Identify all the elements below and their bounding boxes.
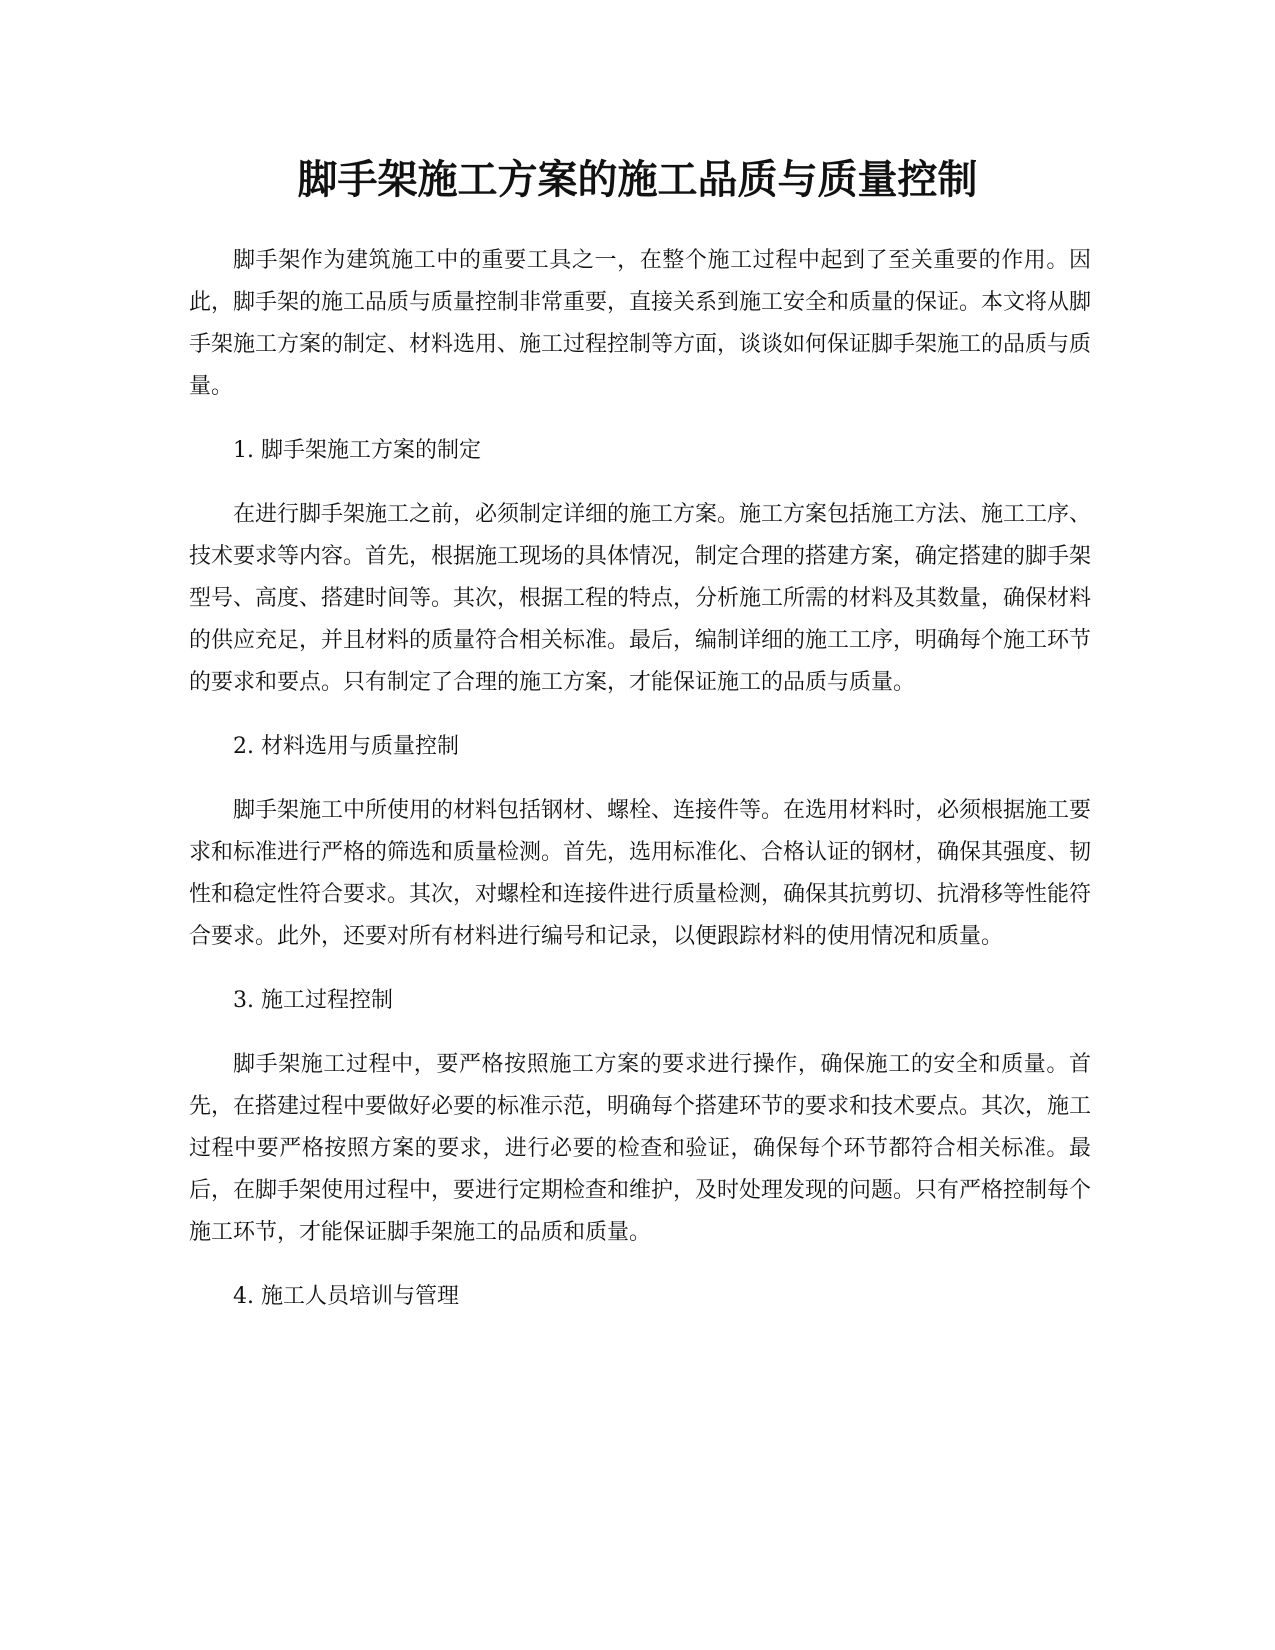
section-paragraph: 在进行脚手架施工之前，必须制定详细的施工方案。施工方案包括施工方法、施工工序、技术要求等内容。首先，根据施工现场的具体情况，制定合理的搭建方案，确定搭建的脚手架型号、高度、搭建时间等。其次，根据工程的特点，分析施工所需的材料及其数量，确保材料的供应充足，并且材料的质量符合相关标准。最后，编制详细的施工工序，明确每个施工环节的要求和要点。只有制定了合理的施工方案，才能保证施工的品质与质量。: [189, 502, 1092, 695]
intro-paragraph: 脚手架作为建筑施工中的重要工具之一，在整个施工过程中起到了至关重要的作用。因此，脚手架的施工品质与质量控制非常重要，直接关系到施工安全和质量的保证。本文将从脚手架施工方案的制定、材料选用、施工过程控制等方面，谈谈如何保证脚手架施工的品质与质量。: [189, 248, 1092, 399]
section-paragraph: 脚手架施工中所使用的材料包括钢材、螺栓、连接件等。在选用材料时，必须根据施工要求和标准进行严格的筛选和质量检测。首先，选用标准化、合格认证的钢材，确保其强度、韧性和稳定性符合要求。其次，对螺栓和连接件进行质量检测，确保其抗剪切、抗滑移等性能符合要求。此外，还要对所有材料进行编号和记录，以便跟踪材料的使用情况和质量。: [189, 798, 1092, 949]
section-heading: 2. 材料选用与质量控制: [233, 734, 459, 759]
section-paragraph: 脚手架施工过程中，要严格按照施工方案的要求进行操作，确保施工的安全和质量。首先，在搭建过程中要做好必要的标准示范，明确每个搭建环节的要求和技术要点。其次，施工过程中要严格按照方案的要求，进行必要的检查和验证，确保每个环节都符合相关标准。最后，在脚手架使用过程中，要进行定期检查和维护，及时处理发现的问题。只有严格控制每个施工环节，才能保证脚手架施工的品质和质量。: [189, 1052, 1092, 1245]
section-heading: 1. 脚手架施工方案的制定: [233, 438, 481, 463]
section-heading: 3. 施工过程控制: [233, 988, 393, 1013]
document-title: 脚手架施工方案的施工品质与质量控制: [297, 157, 978, 203]
document-body: [189, 240, 1091, 1340]
section-heading: 4. 施工人员培训与管理: [233, 1284, 459, 1309]
